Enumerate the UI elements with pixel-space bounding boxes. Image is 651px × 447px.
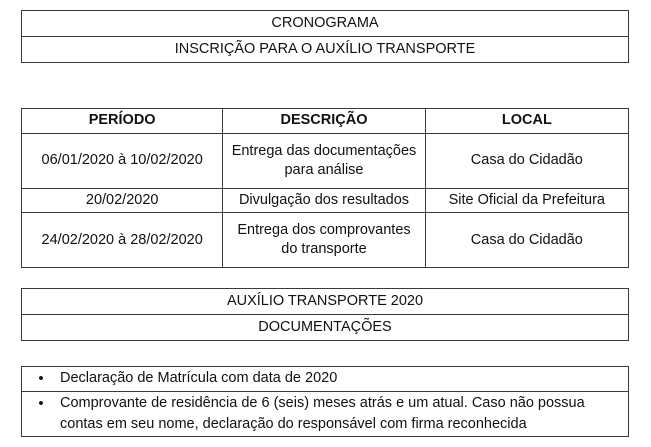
bullet-icon: •: [38, 370, 44, 387]
cell-description: Entrega das documentações para análise: [223, 134, 425, 189]
list-item-cell: [22, 367, 629, 392]
cronograma-title-line1: CRONOGRAMA: [22, 11, 629, 37]
cronograma-title-block: [21, 10, 629, 63]
docs-title-line2: DOCUMENTAÇÕES: [22, 315, 629, 341]
cell-local: Casa do Cidadão: [425, 134, 628, 189]
list-item: [22, 367, 629, 392]
list-item-cell: [22, 392, 629, 437]
table-row: [22, 289, 629, 315]
table-row: [22, 37, 629, 63]
docs-title-line1: AUXÍLIO TRANSPORTE 2020: [22, 289, 629, 315]
table-row: [22, 11, 629, 37]
list-item: [22, 392, 629, 437]
table-row: [22, 134, 629, 189]
documentacoes-list-block: [21, 366, 629, 437]
column-header-description: DESCRIÇÃO: [223, 109, 425, 134]
cell-period: 20/02/2020: [22, 189, 223, 213]
table-header-row: [22, 109, 629, 134]
table-row: [22, 315, 629, 341]
bullet-icon: •: [38, 395, 44, 413]
list-item-text: Comprovante de residência de 6 (seis) meses atrás e um atual. Caso não possua contas em seu nome, declaração do responsável com firma reconhecida: [60, 395, 585, 432]
cell-description: Entrega dos comprovantes do transporte: [223, 213, 425, 268]
cell-period: 24/02/2020 à 28/02/2020: [22, 213, 223, 268]
list-item-text: Declaração de Matrícula com data de 2020: [60, 370, 338, 386]
table-row: [22, 189, 629, 213]
cell-period: 06/01/2020 à 10/02/2020: [22, 134, 223, 189]
column-header-local: LOCAL: [425, 109, 628, 134]
column-header-period: PERÍODO: [22, 109, 223, 134]
cell-local: Casa do Cidadão: [425, 213, 628, 268]
documentacoes-title-block: [21, 288, 629, 341]
table-row: [22, 213, 629, 268]
schedule-table: [21, 108, 629, 268]
cronograma-title-line2: INSCRIÇÃO PARA O AUXÍLIO TRANSPORTE: [22, 37, 629, 63]
cell-local: Site Oficial da Prefeitura: [425, 189, 628, 213]
cell-description: Divulgação dos resultados: [223, 189, 425, 213]
